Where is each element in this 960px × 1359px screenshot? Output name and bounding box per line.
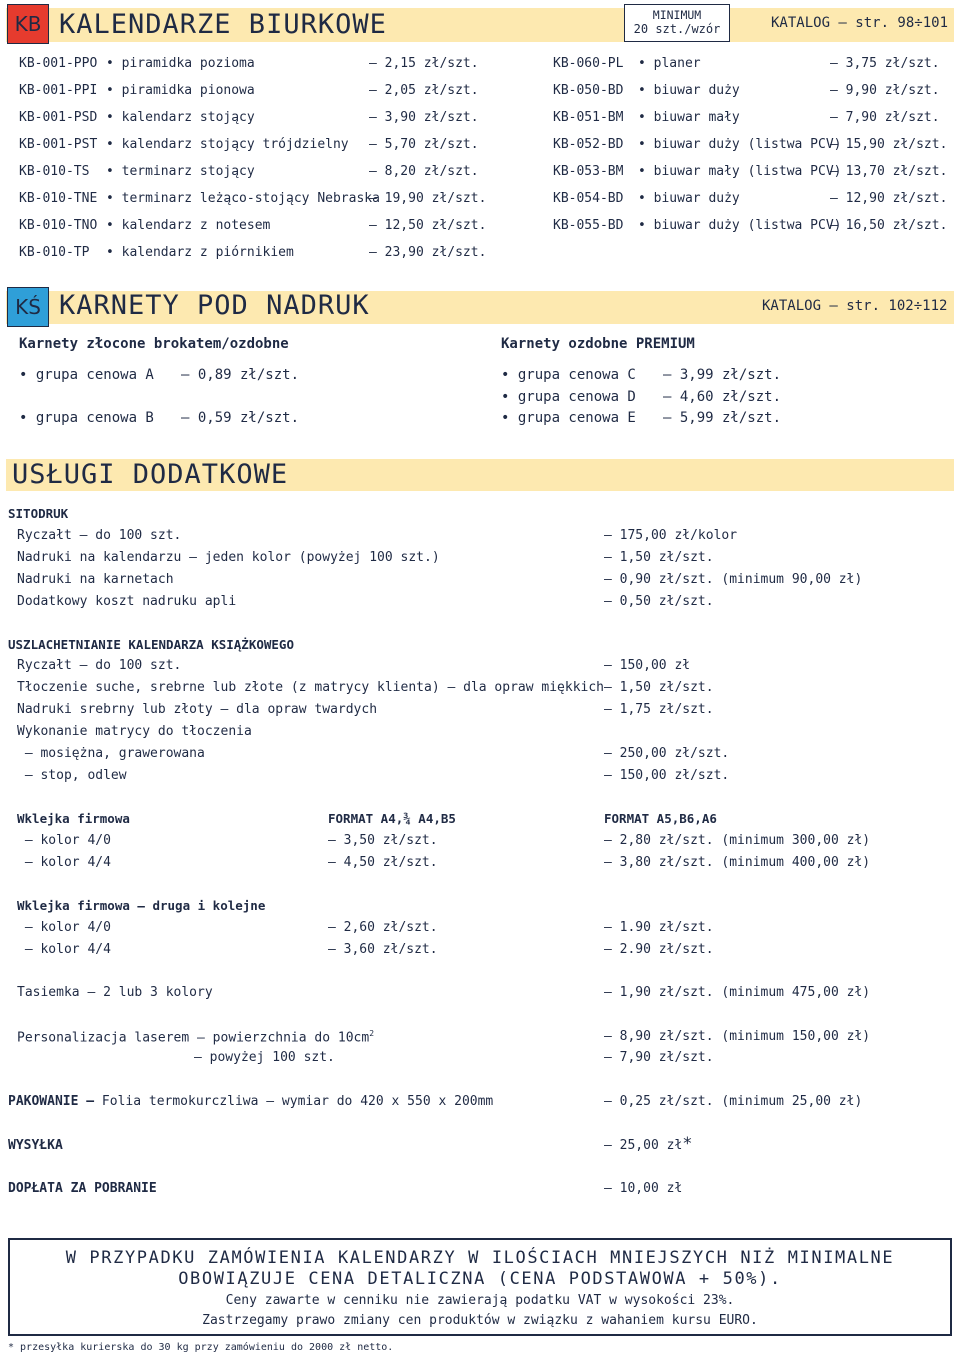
product-code: KB-060-PL xyxy=(553,56,624,71)
product-name: • biuwar mały (listwa PCV) xyxy=(638,164,842,179)
product-price: – 2,05 zł/szt. xyxy=(369,83,479,98)
product-price: – 8,20 zł/szt. xyxy=(369,164,479,179)
laser-label-text: Personalizacja laserem – powierzchnia do 10cm xyxy=(17,1030,370,1046)
footer-line2: OBOWIĄZUJE CENA DETALICZNA (CENA PODSTAWOWA + 50%). xyxy=(178,1269,782,1289)
ks-right-item-name: • grupa cenowa D xyxy=(501,389,636,405)
ks-left-item-price: – 0,59 zł/szt. xyxy=(181,410,300,426)
kb-code-box xyxy=(7,4,49,44)
service-price: – 150,00 zł xyxy=(604,658,691,673)
service-label: Ryczałt – do 100 szt. xyxy=(17,658,182,673)
ks-left-item-a xyxy=(19,367,299,383)
service-label: – kolor 4/0 xyxy=(17,920,111,935)
pakowanie-label: Folia termokurczliwa – wymiar do 420 x 550 x 200mm xyxy=(94,1094,494,1109)
service-price: – 4,50 zł/szt. xyxy=(328,855,438,870)
ks-right-item-e xyxy=(501,410,781,426)
product-name: • biuwar duży xyxy=(638,191,740,206)
service-price: – 3,60 zł/szt. xyxy=(328,942,438,957)
product-code: KB-051-BM xyxy=(553,110,624,125)
wklejka-col1-heading: FORMAT A4,¾ A4,B5 xyxy=(328,811,456,826)
product-price: – 19,90 zł/szt. xyxy=(369,191,487,206)
footer-line3: Ceny zawarte w cenniku nie zawierają podatku VAT w wysokości 23%. xyxy=(225,1293,735,1308)
tasiemka-price: – 1,90 zł/szt. (minimum 475,00 zł) xyxy=(604,985,871,1000)
service-label: Nadruki na karnetach xyxy=(17,572,174,587)
laser-price2: – 7,90 zł/szt. xyxy=(604,1050,714,1065)
footnote: * przesyłka kurierska do 30 kg przy zamówieniu do 2000 zł netto. xyxy=(8,1342,394,1353)
service-label: Tłoczenie suche, srebrne lub złote (z matrycy klienta) – dla opraw miękkich xyxy=(17,680,604,695)
product-name: • piramidka pozioma xyxy=(106,56,255,71)
service-price: – 0,90 zł/szt. (minimum 90,00 zł) xyxy=(604,572,863,587)
service-label: Dodatkowy koszt nadruku apli xyxy=(17,594,237,609)
kb-catalog: KATALOG – str. 98÷101 xyxy=(771,15,949,31)
wklejka-heading: Wklejka firmowa xyxy=(17,811,130,826)
footer-line1: W PRZYPADKU ZAMÓWIENIA KALENDARZY W ILOŚCIACH MNIEJSZYCH NIŻ MINIMALNE xyxy=(65,1248,895,1268)
ks-left-item-b xyxy=(19,410,299,426)
service-price: – 150,00 zł/szt. xyxy=(604,768,730,783)
product-price: – 12,50 zł/szt. xyxy=(369,218,487,233)
product-name: • kalendarz z notesem xyxy=(106,218,271,233)
product-name: • piramidka pionowa xyxy=(106,83,255,98)
product-code: KB-001-PPO xyxy=(19,56,98,71)
ks-right-item-price: – 4,60 zł/szt. xyxy=(663,389,782,405)
product-name: • terminarz stojący xyxy=(106,164,255,179)
product-price: – 12,90 zł/szt. xyxy=(830,191,948,206)
kb-code: KB xyxy=(14,12,42,36)
service-label: Nadruki na kalendarzu – jeden kolor (powyżej 100 szt.) xyxy=(17,550,440,565)
ks-right-heading: Karnety ozdobne PREMIUM xyxy=(501,336,695,352)
service-price: – 0,50 zł/szt. xyxy=(604,594,714,609)
service-price: – 2,80 zł/szt. (minimum 300,00 zł) xyxy=(604,833,871,848)
ks-catalog: KATALOG – str. 102÷112 xyxy=(762,298,948,314)
footer-notice-box xyxy=(8,1238,952,1336)
wysylka-star: * xyxy=(682,1134,693,1154)
ks-right-item-name: • grupa cenowa C xyxy=(501,367,636,383)
product-code: KB-052-BD xyxy=(553,137,624,152)
service-price: – 175,00 zł/kolor xyxy=(604,528,738,543)
laser-label-sup: 2 xyxy=(369,1029,375,1038)
service-price: – 250,00 zł/szt. xyxy=(604,746,730,761)
service-label: – kolor 4/4 xyxy=(17,942,111,957)
product-code: KB-055-BD xyxy=(553,218,624,233)
service-label: – kolor 4/4 xyxy=(17,855,111,870)
ks-code-box xyxy=(7,287,49,327)
minimum-value: 20 szt./wzór xyxy=(633,22,721,36)
product-code: KB-001-PST xyxy=(19,137,98,152)
product-name: • biuwar mały xyxy=(638,110,740,125)
product-name: • planer xyxy=(638,56,701,71)
service-price: – 1.90 zł/szt. xyxy=(604,920,714,935)
minimum-label: MINIMUM xyxy=(652,8,702,22)
kb-title: KALENDARZE BIURKOWE xyxy=(59,9,387,40)
service-price: – 1,50 zł/szt. xyxy=(604,680,714,695)
service-price: – 1,75 zł/szt. xyxy=(604,702,714,717)
ks-code: KŚ xyxy=(15,295,41,319)
product-code: KB-010-TP xyxy=(19,245,90,260)
product-code: KB-010-TNO xyxy=(19,218,98,233)
ks-right-item-name: • grupa cenowa E xyxy=(501,410,636,426)
service-label: – kolor 4/0 xyxy=(17,833,111,848)
product-name: • biuwar duży (listwa PCV) xyxy=(638,137,842,152)
wysylka-price xyxy=(604,1134,693,1154)
product-price: – 23,90 zł/szt. xyxy=(369,245,487,260)
pakowanie-row xyxy=(8,1094,493,1109)
product-price: – 3,75 zł/szt. xyxy=(830,56,940,71)
wklejka-col2-heading: FORMAT A5,B6,A6 xyxy=(604,811,717,826)
product-name: • kalendarz z piórnikiem xyxy=(106,245,294,260)
sitodruk-heading: SITODRUK xyxy=(8,506,69,521)
product-price: – 9,90 zł/szt. xyxy=(830,83,940,98)
service-label: Nadruki srebrny lub złoty – dla opraw twardych xyxy=(17,702,378,717)
product-price: – 16,50 zł/szt. xyxy=(830,218,948,233)
footer-line4: Zastrzegamy prawo zmiany cen produktów w związku z wahaniem kursu EURO. xyxy=(202,1313,758,1328)
service-price: – 3,50 zł/szt. xyxy=(328,833,438,848)
service-price: – 3,80 zł/szt. (minimum 400,00 zł) xyxy=(604,855,871,870)
product-price: – 5,70 zł/szt. xyxy=(369,137,479,152)
service-label: – stop, odlew xyxy=(17,768,127,783)
product-name: • kalendarz stojący xyxy=(106,110,255,125)
minimum-box xyxy=(624,4,730,42)
product-name: • kalendarz stojący trójdzielny xyxy=(106,137,349,152)
product-price: – 2,15 zł/szt. xyxy=(369,56,479,71)
product-name: • biuwar duży (listwa PCV) xyxy=(638,218,842,233)
ks-right-item-price: – 5,99 zł/szt. xyxy=(663,410,782,426)
ks-left-item-name: • grupa cenowa B xyxy=(19,410,154,426)
product-price: – 15,90 zł/szt. xyxy=(830,137,948,152)
ks-left-item-name: • grupa cenowa A xyxy=(19,367,154,383)
ks-right-item-price: – 3,99 zł/szt. xyxy=(663,367,782,383)
pakowanie-bold: PAKOWANIE – xyxy=(8,1094,95,1109)
product-name: • biuwar duży xyxy=(638,83,740,98)
product-code: KB-050-BD xyxy=(553,83,624,98)
doplata-price: – 10,00 zł xyxy=(604,1181,683,1196)
product-code: KB-001-PSD xyxy=(19,110,98,125)
ks-left-heading: Karnety złocone brokatem/ozdobne xyxy=(19,336,289,352)
ks-right-item-d xyxy=(501,389,781,405)
laser-label2: – powyżej 100 szt. xyxy=(194,1050,335,1065)
product-price: – 13,70 zł/szt. xyxy=(830,164,948,179)
ks-right-item-c xyxy=(501,367,781,383)
wysylka-price-text: – 25,00 zł xyxy=(604,1138,683,1153)
product-price: – 7,90 zł/szt. xyxy=(830,110,940,125)
ks-title: KARNETY POD NADRUK xyxy=(59,290,370,321)
service-label: – mosiężna, grawerowana xyxy=(17,746,205,761)
ks-left-item-price: – 0,89 zł/szt. xyxy=(181,367,300,383)
wklejka2-heading: Wklejka firmowa – druga i kolejne xyxy=(17,898,266,913)
product-code: KB-054-BD xyxy=(553,191,624,206)
product-price: – 3,90 zł/szt. xyxy=(369,110,479,125)
pakowanie-price: – 0,25 zł/szt. (minimum 25,00 zł) xyxy=(604,1094,863,1109)
service-label: Wykonanie matrycy do tłoczenia xyxy=(17,724,252,739)
doplata-label: DOPŁATA ZA POBRANIE xyxy=(8,1181,157,1196)
product-name: • terminarz leżąco-stojący Nebraska xyxy=(106,191,380,206)
tasiemka-label: Tasiemka – 2 lub 3 kolory xyxy=(17,985,213,1000)
laser-price: – 8,90 zł/szt. (minimum 150,00 zł) xyxy=(604,1029,871,1044)
product-code: KB-001-PPI xyxy=(19,83,98,98)
product-code: KB-010-TS xyxy=(19,164,90,179)
laser-label xyxy=(17,1029,374,1045)
wysylka-label: WYSYŁKA xyxy=(8,1138,63,1153)
uszlachetnianie-heading: USZLACHETNIANIE KALENDARZA KSIĄŻKOWEGO xyxy=(8,637,294,652)
product-code: KB-010-TNE xyxy=(19,191,98,206)
service-label: Ryczałt – do 100 szt. xyxy=(17,528,182,543)
service-price: – 2.90 zł/szt. xyxy=(604,942,714,957)
services-title: USŁUGI DODATKOWE xyxy=(12,459,289,490)
service-price: – 1,50 zł/szt. xyxy=(604,550,714,565)
service-price: – 2,60 zł/szt. xyxy=(328,920,438,935)
product-code: KB-053-BM xyxy=(553,164,624,179)
